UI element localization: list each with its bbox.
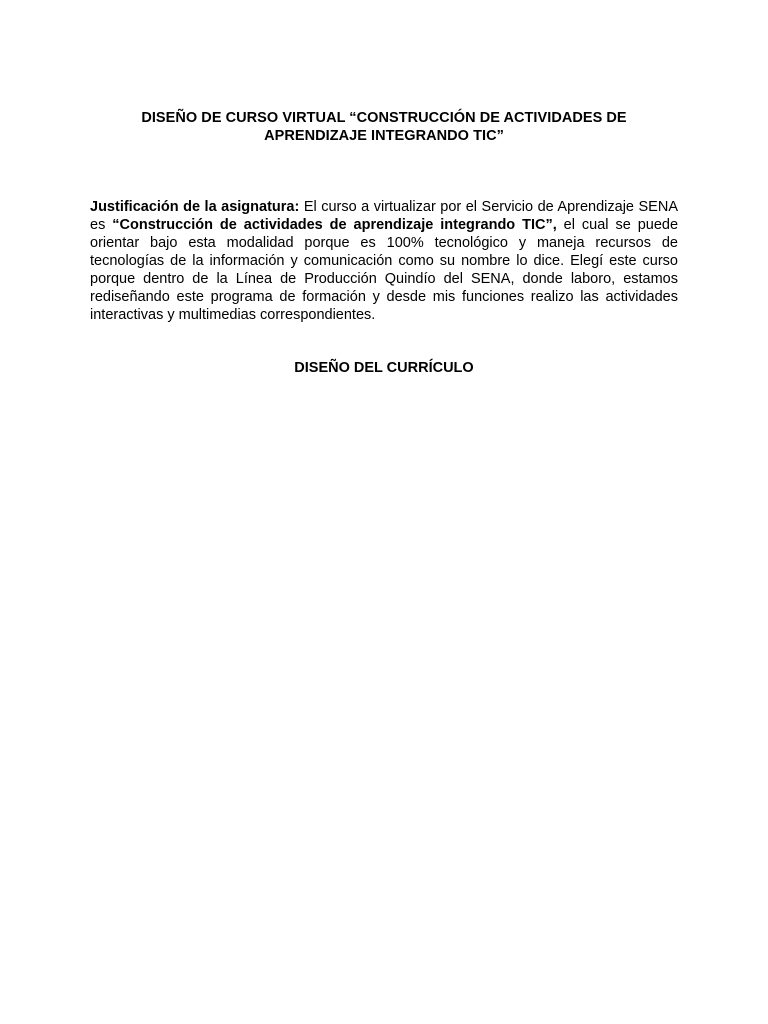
document-title-line-1: DISEÑO DE CURSO VIRTUAL “CONSTRUCCIÓN DE ACTIVIDADES DE <box>141 110 627 126</box>
justification-label: Justificación de la asignatura: <box>90 199 300 215</box>
justification-paragraph <box>90 198 678 324</box>
course-name: “Construcción de actividades de aprendizaje integrando TIC”, <box>112 217 557 233</box>
justification-text-1: El curso a virtualizar por el Servicio de Aprendizaje SENA es <box>90 199 678 233</box>
document-title <box>90 109 678 145</box>
justification-text-2: el cual se puede orientar bajo esta modalidad porque es 100% tecnológico y maneja recursos de tecnologías de la información y comunicación como su nombre lo dice. Elegí este curso porque dentro de la Línea de Producción Quindío del SENA, donde laboro, estamos rediseñando este programa de formación y desde mis funciones realizo las actividades interactivas y multimedias correspondientes. <box>90 217 679 323</box>
section-title-curriculum: DISEÑO DEL CURRÍCULO <box>294 360 474 376</box>
document-title-line-2: APRENDIZAJE INTEGRANDO TIC” <box>264 128 504 144</box>
